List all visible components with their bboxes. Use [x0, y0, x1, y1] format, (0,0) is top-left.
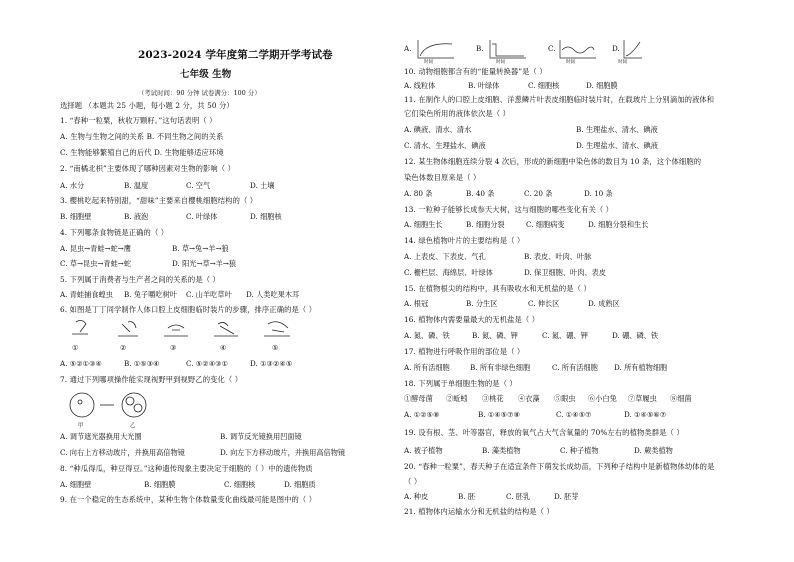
option: C. ⑤②④③①	[186, 359, 229, 368]
population-curve-graphs	[414, 38, 644, 62]
option: C. 清水、生理盐水、碘液	[404, 141, 486, 150]
step-label: ⑤	[272, 343, 279, 352]
question-18: 18. 下列属于单细胞生物的是（ ）	[404, 379, 517, 388]
option: D. 细胞膜	[586, 81, 618, 90]
item: ⑤眼虫	[554, 394, 576, 403]
option: A. 碘液、清水、清水	[404, 125, 472, 134]
figure-label-yi: 乙	[130, 423, 136, 429]
question-20: 20. “春种一粒粟”，春天种子在适宜条件下萌发长成幼苗，下列种子结构中是新植物体幼体的是	[404, 462, 715, 471]
graph-label: A.	[404, 44, 412, 53]
option: D. 细胞分裂和生长	[588, 220, 649, 229]
question-8: 8. “种瓜得瓜，种豆得豆。”这种遗传现象主要决定于细胞的（ ）中的遗传物质	[60, 464, 313, 473]
question-12-cont: 染色体数目原来是（ ）	[404, 173, 481, 182]
graph-label: B.	[476, 44, 484, 53]
option: D. 阳光→草→羊→狼	[172, 259, 237, 268]
option: B. 细胞膜	[144, 480, 176, 489]
option: B. 液泡	[124, 212, 149, 221]
option: B. ①⑤③④	[124, 359, 160, 368]
option: D. 硼、磷、铁	[612, 331, 659, 340]
option: C. ①④⑤⑦	[556, 410, 592, 419]
option: B. 胚	[458, 492, 476, 501]
option: D. ①③②④⑤	[250, 359, 293, 368]
option: B. 所有非绿色细胞	[470, 363, 531, 372]
option: D. ①④⑤⑥⑦	[624, 410, 667, 419]
step-label: ①	[72, 343, 79, 352]
question-16: 16. 植物体内需要量最大的无机盐是（ ）	[404, 315, 540, 324]
question-6: 6. 如图是丁丁同学制作人体口腔上皮细胞临时装片的步骤，排序正确的是（ ）	[60, 305, 317, 314]
option: C. 种子植物	[560, 446, 599, 455]
item: ④衣藻	[518, 394, 540, 403]
option: A. 根冠	[404, 299, 429, 308]
question-14: 14. 绿色植物叶片的主要结构是（ ）	[404, 236, 525, 245]
option: D. 细胞核	[250, 212, 282, 221]
option: C. 胚乳	[506, 492, 531, 501]
option: C. 栅栏层、海绵层、叶绿体	[404, 268, 493, 277]
question-9: 9. 在一个稳定的生态系统中，某种生物个体数量变化曲线最可能是图中的（ ）	[60, 495, 317, 504]
option: B. 兔子嚼吃树叶	[124, 290, 177, 299]
question-11: 11. 在制作人的口腔上皮细胞、洋葱鳞片叶表皮细胞临时装片时，在载玻片上分别滴加的液体和	[404, 95, 715, 104]
option: A. 细胞生长	[404, 220, 443, 229]
exam-note: （考试时间：90 分钟 试卷满分：100 分）	[138, 90, 261, 97]
slide-steps-figure	[68, 316, 308, 342]
option: C. 山羊吃草叶	[186, 290, 232, 299]
step-label: ②	[120, 343, 127, 352]
option: B. 表皮、叶肉、叶脉	[524, 252, 592, 261]
option: C. 草→昆虫→青蛙→蛇	[60, 259, 132, 268]
page-subtitle: 七年级 生物	[180, 69, 232, 80]
option: D. 10 条	[584, 189, 613, 198]
option: C. 氮、硼、钾	[542, 331, 588, 340]
option: D. 保卫细胞、叶肉、表皮	[524, 268, 606, 277]
item: ③桃花	[482, 394, 504, 403]
graph-axis-label: 时间	[424, 60, 433, 65]
item: ⑧细菌	[670, 394, 692, 403]
question-11-cont: 它们染色所用的液体依次是（ ）	[404, 109, 510, 118]
option: D. 胚芽	[554, 492, 579, 501]
option: B. 调节反光镜换用凹面镜	[220, 432, 302, 441]
option: B. 生理盐水、清水、碘液	[576, 125, 658, 134]
option: A. 所有活细胞	[404, 363, 450, 372]
option: A. 氮、磷、铁	[404, 331, 450, 340]
option: B. 氮、磷、钾	[472, 331, 518, 340]
option: C. 细胞核	[528, 81, 560, 90]
graph-axis-label: 时间	[566, 60, 575, 65]
question-10: 10. 动物细胞都含有的“能量转换器”是（ ）	[404, 67, 547, 76]
question-12: 12. 某生物体细胞连续分裂 4 次后，形成的新细胞中染色体的数目为 10 条，这个体细胞的	[404, 157, 702, 166]
figure-label-jia: 甲	[78, 423, 84, 429]
option: D. 蕨类植物	[634, 446, 673, 455]
graph-label: C.	[548, 44, 556, 53]
option: D. 人类吃果木耳	[246, 290, 300, 299]
question-13: 13. 一粒种子能够长成参天大树，这与细胞的哪些变化有关（ ）	[404, 205, 614, 214]
option: B. 藻类植物	[482, 446, 521, 455]
step-label: ④	[220, 343, 227, 352]
option: B. 温度	[124, 181, 149, 190]
option: A. 昆虫→青蛙→蛇→鹰	[60, 244, 131, 253]
question-17: 17. 植物进行呼吸作用的部位是（ ）	[404, 347, 525, 356]
option: A. 线粒体	[404, 81, 436, 90]
option: A. 细胞壁	[60, 480, 92, 489]
option: A. 被子植物	[404, 446, 443, 455]
microscope-view-figure	[68, 388, 158, 422]
question-20-cont: （ ）	[404, 477, 422, 486]
option: A. ①②⑤⑧	[404, 410, 440, 419]
option: C. 细胞病变	[526, 220, 565, 229]
option: C. 叶绿体	[186, 212, 218, 221]
option: B. 细胞分裂	[466, 220, 505, 229]
section-heading: 选择题 （本题共 25 小题，每小题 2 分，共 50 分）	[60, 101, 234, 110]
question-1-options-ab: A. 生物与生物之间的关系 B. 不同生物之间的关系	[60, 132, 224, 141]
question-3: 3. 樱桃吃起来特别甜，“甜味”主要来自樱桃细胞结构的（ ）	[60, 196, 258, 205]
option: D. 所有植物细胞	[614, 363, 668, 372]
step-label: ③	[170, 343, 177, 352]
option: C. 伸长区	[528, 299, 560, 308]
option: D. 细胞质	[284, 480, 316, 489]
item: ⑥小白兔	[588, 394, 617, 403]
option: B. 40 条	[466, 189, 495, 198]
item: ⑦草履虫	[628, 394, 657, 403]
option: A. 80 条	[404, 189, 433, 198]
graph-axis-label: 时间	[496, 60, 505, 65]
graph-axis-label: 时间	[618, 60, 627, 65]
question-21: 21. 植物体内运输水分和无机盐的结构是（ ）	[404, 507, 554, 516]
option: D. 向左下方移动玻片，并换用高倍物镜	[220, 448, 346, 457]
option: A. 种皮	[404, 492, 429, 501]
graph-label: D.	[612, 44, 620, 53]
option: B. 分生区	[466, 299, 498, 308]
question-1: 1. “春种一粒粟，秋收万颗籽。”这句话表明（ ）	[60, 116, 217, 125]
page-title: 2023-2024 学年度第二学期开学考试卷	[138, 49, 333, 61]
option: A. 青蛙捕食蝗虫	[60, 290, 113, 299]
option: C. 20 条	[524, 189, 553, 198]
question-1-options-cd: C. 生物能够繁殖自己的后代 D. 生物能够适应环境	[60, 148, 224, 157]
option: A. ⑤②①③④	[60, 359, 102, 368]
option: D. 土壤	[250, 181, 275, 190]
option: C. 细胞核	[224, 480, 256, 489]
option: D. 成熟区	[588, 299, 620, 308]
option: A. 水分	[60, 181, 85, 190]
option: D. 生理盐水、清水、碘液	[576, 141, 658, 150]
question-4: 4. 下列哪条食物链是正确的（ ）	[60, 228, 169, 237]
option: B. 叶绿体	[468, 81, 500, 90]
question-7: 7. 通过下列哪项操作能实现视野甲到视野乙的变化（ ）	[60, 375, 243, 384]
option: B. 草→兔→羊→狼	[172, 244, 229, 253]
option: C. 空气	[186, 181, 211, 190]
option: A. 上表皮、下表皮、气孔	[404, 252, 486, 261]
option: C. 向右上方移动玻片，并换用高倍物镜	[60, 448, 185, 457]
option: C. 所有活细胞	[552, 363, 598, 372]
question-15: 15. 在植物根尖的结构中，具有吸收水和无机盐的是（ ）	[404, 284, 591, 293]
option: B. ①④⑤⑦⑧	[478, 410, 521, 419]
option: B. 细胞壁	[60, 212, 92, 221]
question-2: 2. “南橘北枳”主要体现了哪种因素对生物的影响（ ）	[60, 164, 235, 173]
item: ①酵母菌	[404, 394, 433, 403]
item: ②蚯蚓	[446, 394, 468, 403]
question-19: 19. 设有根、茎、叶等器官，释放的氧气占大气含氧量的 70%左右的植物类群是（ ）	[404, 428, 684, 437]
question-5: 5. 下列属于消费者与生产者之间的关系的是（ ）	[60, 275, 220, 284]
option: A. 调节遮光器换用大光圈	[60, 432, 142, 441]
